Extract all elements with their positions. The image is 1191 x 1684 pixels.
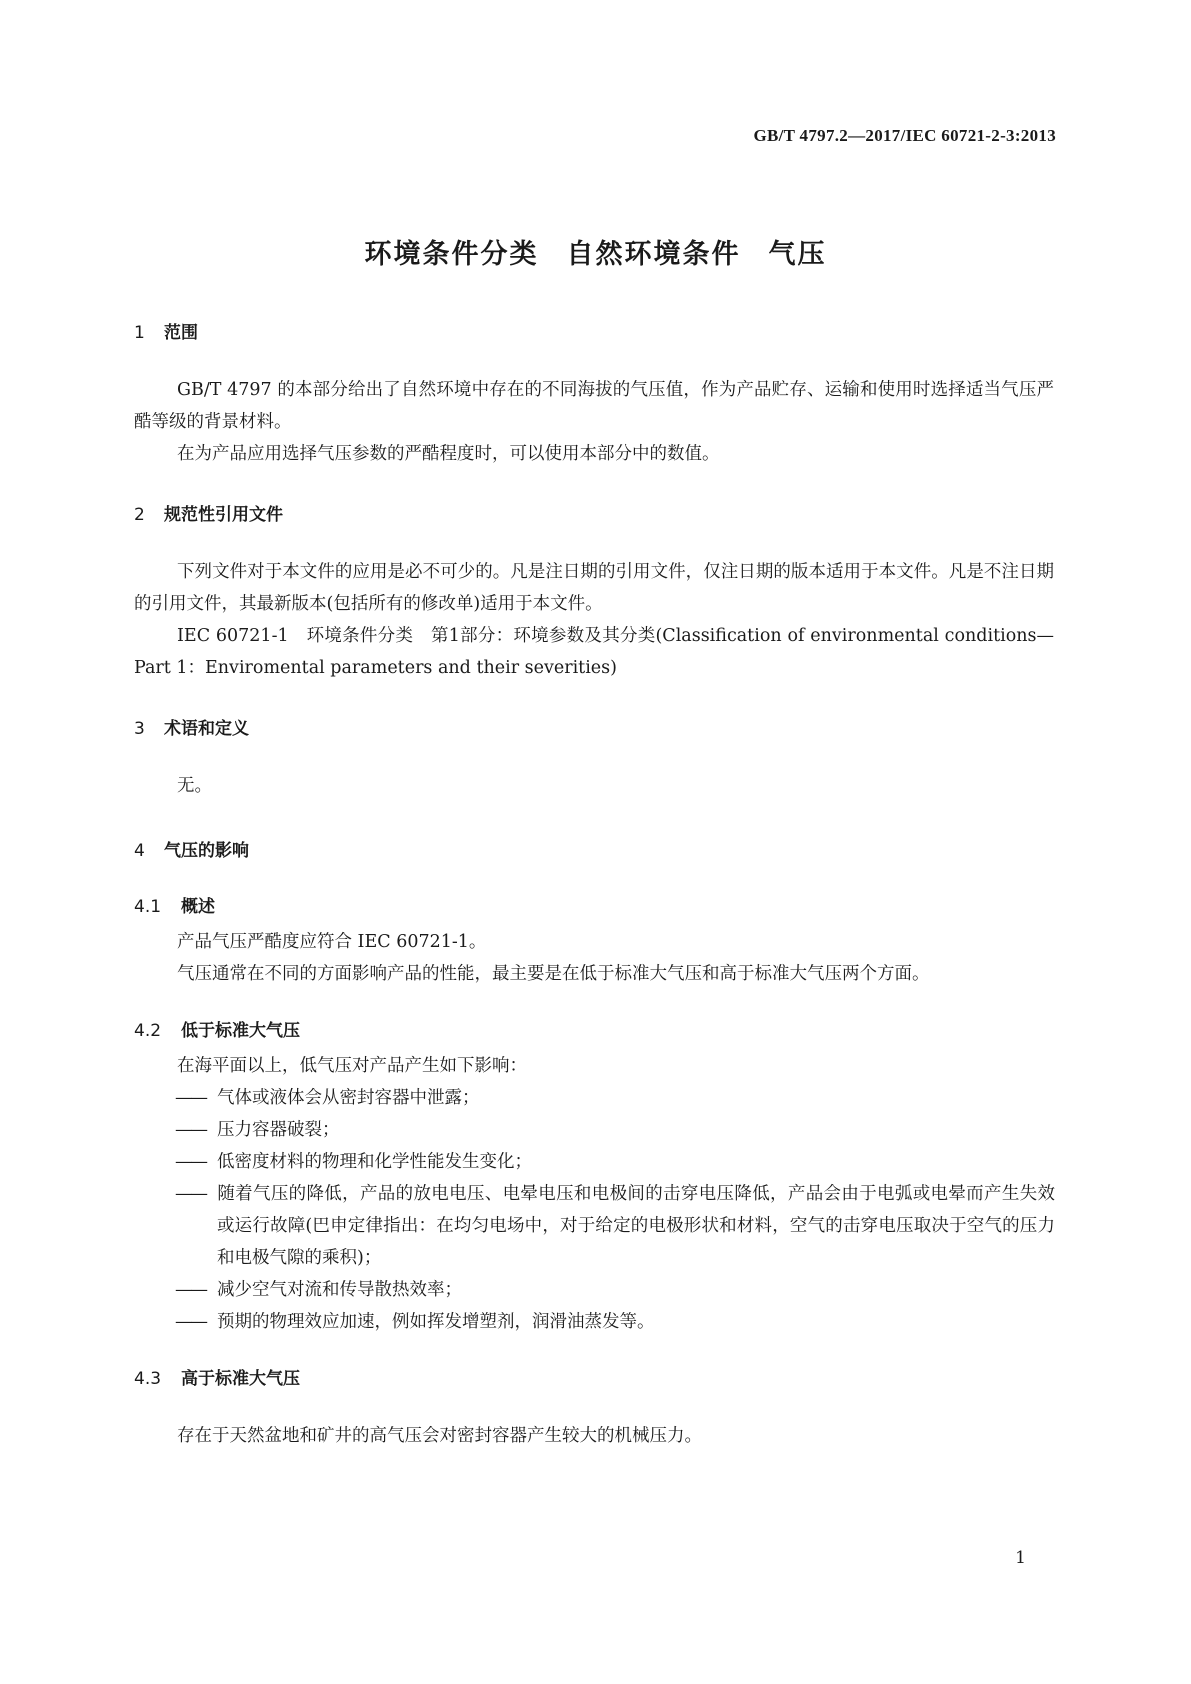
- list-item: [175, 1274, 1055, 1306]
- subsection-4-1-paragraph-1: 产品气压严酷度应符合 IEC 60721-1。: [177, 932, 487, 952]
- dash-marker: ——: [175, 1120, 206, 1140]
- section-1-paragraph-1: GB/T 4797 的本部分给出了自然环境中存在的不同海拔的气压值，作为产品贮存、运输和使用时选择适当气压严酷等级的背景材料。: [134, 380, 1054, 432]
- section-number: 1: [134, 323, 145, 343]
- dash-marker: ——: [175, 1152, 206, 1172]
- title-part-1: 环境条件分类: [364, 239, 539, 270]
- section-1-heading: [134, 318, 198, 343]
- title-part-3: 气压: [768, 239, 827, 270]
- page-number: 1: [1015, 1548, 1026, 1568]
- section-title: 气压的影响: [164, 841, 249, 861]
- dash-marker: ——: [175, 1312, 206, 1332]
- subsection-4-1-heading: [134, 892, 215, 917]
- normative-reference-iec-60721-1: IEC 60721-1 环境条件分类 第1部分：环境参数及其分类(Classification of environmental conditions—Part 1：Enviromental parameters and their severities): [134, 626, 1054, 678]
- subsection-4-1-paragraph-2: 气压通常在不同的方面影响产品的性能，最主要是在低于标准大气压和高于标准大气压两个方面。: [177, 964, 930, 984]
- section-2-heading: [134, 500, 283, 525]
- subsection-title: 高于标准大气压: [181, 1369, 300, 1389]
- subsection-number: 4.2: [134, 1021, 162, 1041]
- list-item-text: 低密度材料的物理和化学性能发生变化；: [217, 1152, 532, 1172]
- subsection-number: 4.1: [134, 897, 162, 917]
- subsection-4-3-paragraph-1: 存在于天然盆地和矿井的高气压会对密封容器产生较大的机械压力。: [177, 1426, 702, 1446]
- subsection-4-2-intro: 在海平面以上，低气压对产品产生如下影响：: [177, 1056, 527, 1076]
- subsection-4-3-heading: [134, 1364, 300, 1389]
- subsection-number: 4.3: [134, 1369, 162, 1389]
- subsection-4-2-heading: [134, 1016, 300, 1041]
- subsection-title: 概述: [181, 897, 215, 917]
- section-title: 范围: [164, 323, 198, 343]
- list-item-text: 压力容器破裂；: [217, 1120, 340, 1140]
- list-item: [175, 1306, 1055, 1338]
- dash-marker: ——: [175, 1184, 206, 1204]
- section-2-paragraph-1: 下列文件对于本文件的应用是必不可少的。凡是注日期的引用文件，仅注日期的版本适用于本文件。凡是不注日期的引用文件，其最新版本(包括所有的修改单)适用于本文件。: [134, 562, 1054, 614]
- section-title: 术语和定义: [164, 719, 249, 739]
- list-item: [175, 1082, 1055, 1114]
- dash-marker: ——: [175, 1088, 206, 1108]
- dash-marker: ——: [175, 1280, 206, 1300]
- list-item-text: 减少空气对流和传导散热效率；: [217, 1280, 462, 1300]
- list-item: [175, 1114, 1055, 1146]
- section-number: 2: [134, 505, 145, 525]
- subsection-title: 低于标准大气压: [181, 1021, 300, 1041]
- list-item-text: 随着气压的降低，产品的放电电压、电晕电压和电极间的击穿电压降低，产品会由于电弧或电晕而产生失效或运行故障(巴申定律指出：在均匀电场中，对于给定的电极形状和材料，空气的击穿电压取决于空气的压力和电极气隙的乘积)；: [217, 1184, 1055, 1268]
- section-number: 3: [134, 719, 145, 739]
- section-3-heading: [134, 714, 249, 739]
- section-1-paragraph-2: 在为产品应用选择气压参数的严酷程度时，可以使用本部分中的数值。: [177, 444, 720, 464]
- list-item-text: 预期的物理效应加速，例如挥发增塑剂，润滑油蒸发等。: [217, 1312, 655, 1332]
- section-number: 4: [134, 841, 145, 861]
- section-4-heading: [134, 836, 249, 861]
- section-3-paragraph-1: 无。: [177, 776, 212, 796]
- list-item: [175, 1178, 1055, 1274]
- title-part-2: 自然环境条件: [566, 239, 741, 270]
- list-item-text: 气体或液体会从密封容器中泄露；: [217, 1088, 480, 1108]
- list-item: [175, 1146, 1055, 1178]
- section-title: 规范性引用文件: [164, 505, 283, 525]
- standard-code: GB/T 4797.2—2017/IEC 60721-2-3:2013: [753, 126, 1056, 145]
- page-title: [0, 232, 1191, 271]
